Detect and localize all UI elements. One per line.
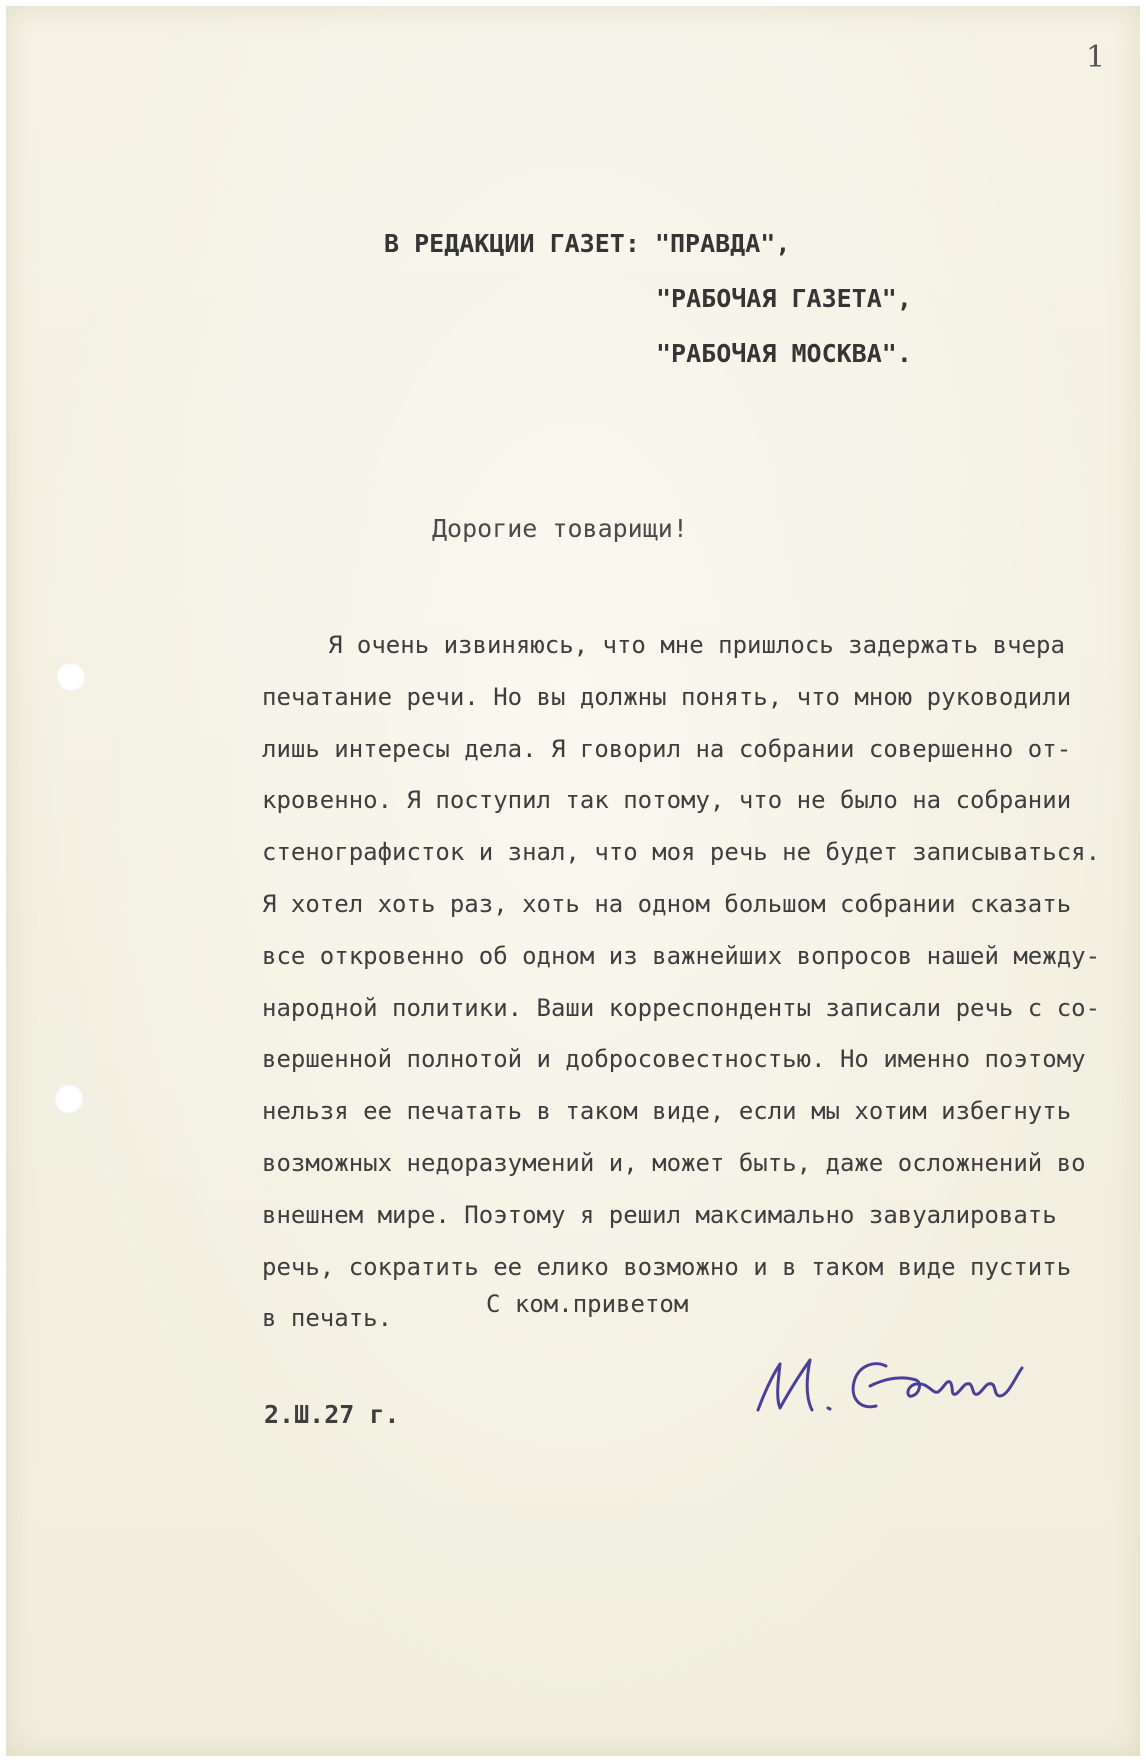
body-line: внешнем мире. Поэтому я решил максимально завуалировать: [262, 1200, 1057, 1229]
body-line: все откровенно об одном из важнейших вопросов нашей между-: [262, 941, 1101, 970]
body-line: Я очень извиняюсь, что мне пришлось задержать вчера: [328, 631, 1065, 659]
addressee-line: В РЕДАКЦИИ ГАЗЕТ: "ПРАВДА",: [384, 229, 791, 258]
document-page: [6, 6, 1140, 1756]
body-line: вершенной полнотой и добросовестностью. Но именно поэтому: [262, 1045, 1086, 1074]
body-line: нельзя ее печатать в таком виде, если мы хотим избегнуть: [262, 1097, 1072, 1126]
letter-date: 2.Ш.27 г.: [264, 1400, 400, 1429]
closing: С ком.приветом: [486, 1290, 689, 1318]
addressee-line: "РАБОЧАЯ ГАЗЕТА",: [656, 284, 912, 313]
body-line: лишь интересы дела. Я говорил на собрании совершенно от-: [262, 734, 1072, 763]
greeting: Дорогие товарищи!: [432, 514, 688, 543]
punch-hole: [54, 1084, 84, 1114]
body-line: речь, сократить ее елико возможно и в таком виде пустить: [262, 1252, 1072, 1281]
body-line: в печать.: [262, 1304, 393, 1333]
punch-hole: [56, 662, 86, 692]
addressee-line: "РАБОЧАЯ МОСКВА".: [656, 339, 912, 368]
handwritten-signature: [746, 1324, 1046, 1434]
body-line: Я хотел хоть раз, хоть на одном большом собрании сказать: [262, 889, 1072, 918]
page-number: 1: [1086, 40, 1106, 75]
body-line: стенографисток и знал, что моя речь не будет записываться.: [262, 838, 1101, 867]
body-line: кровенно. Я поступил так потому, что не было на собрании: [262, 786, 1072, 815]
letter-body: [262, 620, 1101, 1345]
body-line: народной политики. Ваши корреспонденты записали речь с со-: [262, 993, 1101, 1022]
body-line: печатание речи. Но вы должны понять, что мною руководили: [262, 682, 1072, 711]
addressee-block: [384, 216, 912, 381]
body-line: возможных недоразумений и, может быть, даже осложнений во: [262, 1148, 1086, 1177]
